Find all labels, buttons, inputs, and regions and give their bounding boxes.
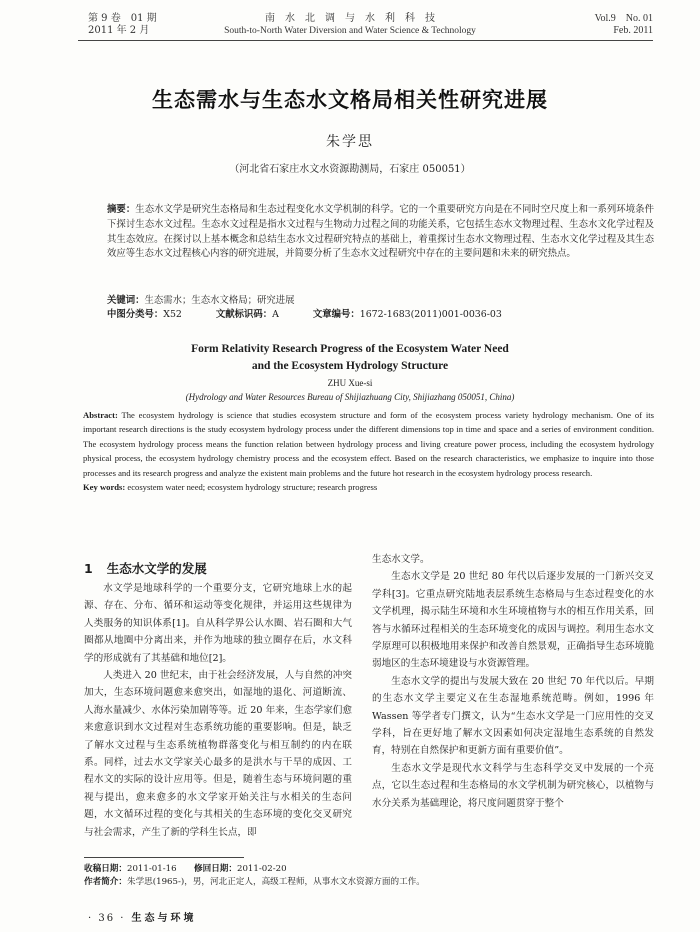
doc-code-label: 文献标识码：	[215, 309, 273, 320]
keywords-en-label: Key words:	[83, 482, 126, 493]
classification-row	[107, 306, 502, 320]
header-rule	[78, 40, 653, 41]
abstract-cn-text: 生态水文学是研究生态格局和生态过程变化水文学机制的科学。它的一个重要研究方向是在不同时空尺度上和一系列环境条件下探讨生态水文过程。生态水文过程是指水文过程与生物动力过程之间的功能关系，它包括生态水文物理过程、生态水文化学过程及其生态效应。在探讨以上基本概念和总结生态水文过程研究特点的基础上，着重探讨生态水文物理过程、生态水文化学过程及其生态效应等生态水文过程核心内容的研究进展，并简要分析了生态水文过程研究中存在的主要问题和未来的研究热点。	[107, 204, 654, 260]
header-volume-en	[560, 13, 653, 37]
header-vol-no: Vol.9 No. 01	[594, 13, 653, 24]
keywords-cn	[107, 292, 295, 306]
body-paragraph: 人类进入 20 世纪末，由于社会经济发展，人与自然的冲突加大，生态环境问题愈来愈突出，如湿地的退化、河道断流、人海水量减少、水体污染加剧等等。近 20 年来，生态学家们愈来愈意识到水文过程对生态系统功能的重要影响。但是，缺乏了解水文过程与生态系统植物群落变化与相互制约的内在联系。同样，过去水文学家关心最多的是洪水与干旱的成因、工程水文的实际的设计应用等。但是，随着生态与环境问题的重视与提出，愈来愈多的水文学家开始关注与水相关的生态问题，水文循环过程的变化与其相关的生态环境的变化交叉研究与社会需求，产生了新的学科生长点，即	[84, 670, 352, 838]
clc-label: 中图分类号：	[107, 309, 164, 320]
body-paragraph: 水文学是地球科学的一个重要分支，它研究地球上水的起源、存在、分布、循环和运动等变化规律，并运用这些规律为人类服务的知识体系[1]。自从科学界公认水圈、岩石圈和大气圈都从地圈中分离出来，并作为地球的独立圈存在后，水文科学的形成就有了其基础和地位[2]。	[84, 583, 352, 664]
received-date: 2011-01-16	[126, 864, 177, 874]
article-no-value: 1672-1683(2011)001-0036-03	[359, 309, 502, 320]
header-volume: 第 9 卷 01 期	[88, 13, 157, 24]
section-heading	[84, 559, 207, 577]
keywords-cn-text: 生态需水；生态水文格局；研究进展	[144, 295, 295, 306]
revised-date: 2011-02-20	[237, 864, 287, 874]
footnote-dates	[84, 863, 287, 876]
header-month: Feb. 2011	[613, 25, 653, 36]
header-journal	[180, 13, 520, 37]
bio-text: 朱学思(1965-)，男，河北正定人，高级工程师，从事水文水资源方面的工作。	[126, 877, 425, 887]
en-title-line1: Form Relativity Research Progress of the Ecosystem Water Need	[191, 343, 509, 355]
page-footer	[88, 909, 196, 924]
section-number: 1	[84, 561, 93, 576]
en-affiliation: (Hydrology and Water Resources Bureau of Shijiazhuang City, Shijiazhang 050051, China)	[185, 392, 515, 402]
header-issue	[88, 13, 157, 37]
article-no-label: 文章编号：	[312, 309, 360, 320]
page-number: · 36 ·	[88, 913, 126, 924]
revised-label: 修回日期：	[194, 864, 237, 874]
body-right-column	[372, 551, 654, 812]
received-label: 收稿日期：	[84, 864, 127, 874]
bio-label: 作者简介：	[84, 877, 127, 887]
paper-title: 生态需水与生态水文格局相关性研究进展	[152, 88, 548, 112]
abstract-en-label: Abstract:	[83, 410, 118, 420]
body-left-column	[84, 580, 352, 841]
header-journal-en: South-to-North Water Diversion and Water Science & Technology	[224, 26, 476, 36]
author-affiliation: （河北省石家庄水文水资源勘测局，石家庄 050051）	[229, 164, 471, 175]
header-journal-cn: 南 水 北 调 与 水 利 科 技	[265, 13, 435, 24]
en-title-line2: and the Ecosystem Hydrology Structure	[251, 360, 449, 372]
journal-section: 生态与环境	[131, 913, 197, 924]
abstract-cn-label: 摘要：	[107, 204, 136, 215]
abstract-cn	[107, 203, 654, 262]
section-title: 生态水文学的发展	[106, 561, 207, 576]
keywords-cn-label: 关键词：	[107, 295, 145, 306]
keywords-en-text: ecosystem water need; ecosystem hydrology structure; research progress	[125, 482, 378, 493]
author-name: 朱学思	[326, 134, 374, 150]
body-paragraph: 生态水文学的提出与发展大致在 20 世纪 70 年代以后。早期的生态水文学主要定义在生态湿地系统范畴。例如，1996 年 Wassen 等学者专门撰文，认为“生态水文学是一门应用性的交叉学科，旨在更好地了解水文因素如何决定湿地生态系统的自然发育，特别在自然保护和更新方面有重要价值”。	[372, 675, 654, 757]
en-author: ZHU Xue-si	[327, 378, 373, 388]
doc-code-value: A	[272, 309, 279, 320]
abstract-en-text: The ecosystem hydrology is science that studies ecosystem structure and form of the ecosystem process variety hydrology mechanism. One of its important research directions is the study ecosystem hydrology process under the different dimensions top in time and space and a series of environment condition. The ecosystem hydrology process means the function relation between hydrology process and living creature power process, including the ecosystem hydrology physical process, the ecosystem hydrology chemistry process and the ecosystem effect. Based on the research characteristics, we emphasize to inquire into those processes and its research progress and analyze the existent main problems and the future hot research in the ecosystem hydrology process research.	[83, 410, 654, 478]
clc-value: X52	[163, 309, 182, 320]
footnote-rule	[84, 857, 244, 858]
body-paragraph: 生态水文学。	[372, 554, 430, 565]
abstract-en	[83, 408, 654, 494]
body-paragraph: 生态水文学是 20 世纪 80 年代以后逐步发展的一门新兴交叉学科[3]。它重点研究陆地表层系统生态格局与生态过程变化的水文学机理，揭示陆生环境和水生环境植物与水的相互作用关系，回答与水循环过程相关的生态环境变化的成因与调控。利用生态水文学原理可以积极地用来保护和改善自然景观，正确指导生态环境脆弱地区的生态环境建设与水资源管理。	[372, 571, 654, 670]
body-paragraph: 生态水文学是现代水文科学与生态科学交叉中发展的一个亮点，它以生态过程和生态格局的水文学机制为研究核心，以植物与水分关系为基础理论，将尺度问题贯穿于整个	[372, 762, 654, 809]
keywords-en	[83, 480, 654, 494]
header-date: 2011 年 2 月	[88, 25, 150, 36]
footnote-bio	[84, 876, 425, 889]
